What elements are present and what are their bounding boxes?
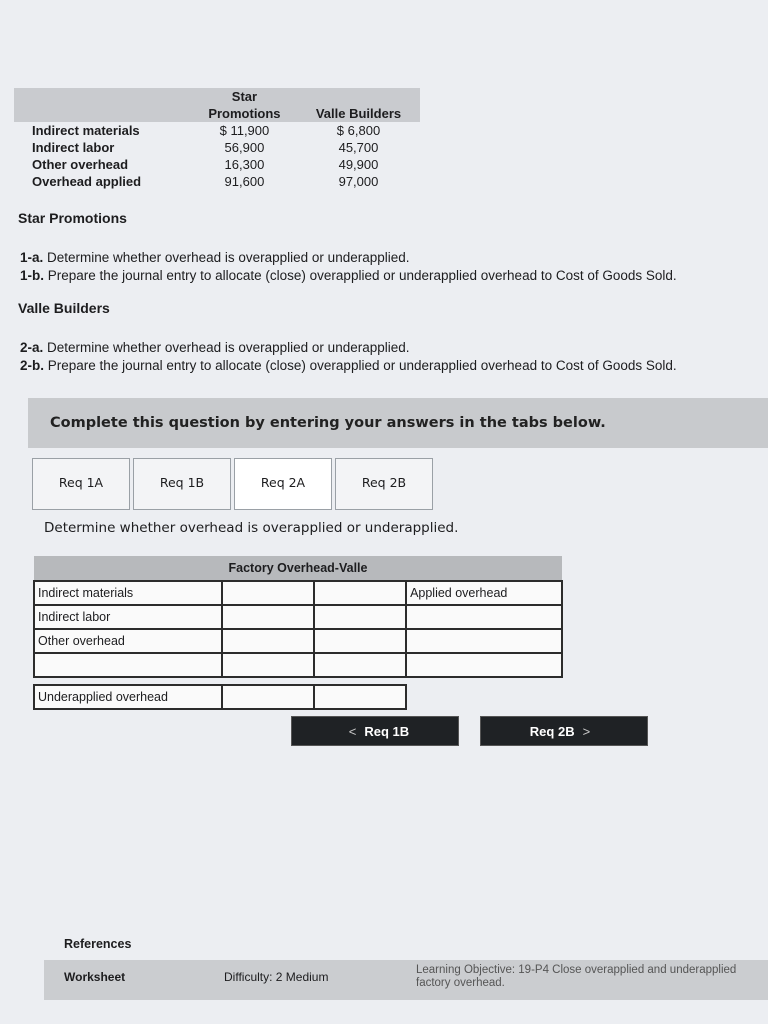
- t-account-row: [34, 653, 562, 677]
- question-number: 1-b.: [20, 268, 45, 283]
- question-2a: [20, 340, 410, 355]
- req-tabs: [32, 458, 436, 510]
- overhead-data-table: [14, 88, 420, 190]
- star-header-line2: Promotions: [208, 106, 281, 121]
- references-bar: [44, 960, 768, 1000]
- right-amount-input[interactable]: [314, 581, 406, 605]
- prev-req-button[interactable]: [291, 716, 459, 746]
- question-1a: [20, 250, 410, 265]
- row-label: Indirect materials: [32, 123, 140, 138]
- star-header-line1: Star: [231, 89, 258, 104]
- worksheet-link[interactable]: Worksheet: [64, 970, 126, 984]
- left-amount-input[interactable]: [222, 605, 314, 629]
- tab-instruction: Determine whether overhead is overapplied or underapplied.: [44, 520, 459, 536]
- next-label: Req 2B: [529, 723, 575, 739]
- question-text: Prepare the journal entry to allocate (close) overapplied or underapplied overhead to Cost of Goods Sold.: [47, 358, 677, 373]
- right-amount-input[interactable]: [314, 685, 406, 709]
- t-account-row: [34, 605, 562, 629]
- left-label-cell[interactable]: Underapplied overhead: [34, 685, 222, 709]
- valle-value: 45,700: [338, 140, 379, 155]
- left-amount-input[interactable]: [222, 629, 314, 653]
- right-label-cell[interactable]: Applied overhead: [406, 581, 562, 605]
- right-label-cell[interactable]: [406, 605, 562, 629]
- difficulty-label: Difficulty: 2 Medium: [224, 970, 329, 984]
- question-number: 2-a.: [20, 340, 44, 355]
- chevron-right-icon: >: [582, 723, 591, 739]
- star-value: 56,900: [224, 140, 265, 155]
- left-label-cell[interactable]: Indirect labor: [34, 605, 222, 629]
- empty-cell: [406, 685, 562, 709]
- left-amount-input[interactable]: [222, 685, 314, 709]
- tab-req-1a[interactable]: Req 1A: [32, 458, 130, 510]
- t-account-row: [34, 629, 562, 653]
- star-value: 16,300: [224, 157, 265, 172]
- blank-header: [14, 88, 192, 122]
- star-header: [192, 88, 297, 122]
- left-label-cell[interactable]: Indirect materials: [34, 581, 222, 605]
- banner-text: Complete this question by entering your answers in the tabs below.: [50, 415, 606, 431]
- t-account-row: [34, 685, 562, 709]
- right-amount-input[interactable]: [314, 605, 406, 629]
- right-amount-input[interactable]: [314, 653, 406, 677]
- valle-value: 97,000: [338, 174, 379, 189]
- question-text: Prepare the journal entry to allocate (close) overapplied or underapplied overhead to Cost of Goods Sold.: [47, 268, 677, 283]
- star-value: $ 11,900: [219, 123, 270, 138]
- right-amount-input[interactable]: [314, 629, 406, 653]
- question-text: Determine whether overhead is overapplied or underapplied.: [47, 340, 410, 355]
- star-promotions-title: Star Promotions: [18, 210, 127, 226]
- question-1b: [20, 268, 677, 283]
- right-label-cell[interactable]: [406, 653, 562, 677]
- instructions-banner: [28, 398, 768, 448]
- left-amount-input[interactable]: [222, 581, 314, 605]
- star-value: 91,600: [224, 174, 265, 189]
- table-row: [14, 156, 420, 173]
- row-label: Overhead applied: [32, 174, 142, 189]
- tab-req-2a[interactable]: Req 2A: [234, 458, 332, 510]
- valle-value: $ 6,800: [336, 123, 381, 138]
- row-label: Indirect labor: [32, 140, 115, 155]
- learning-objective: Learning Objective: 19-P4 Close overapplied and underapplied factory overhead.: [416, 964, 737, 989]
- table-row: [14, 139, 420, 156]
- left-label-cell[interactable]: Other overhead: [34, 629, 222, 653]
- question-text: Determine whether overhead is overapplied or underapplied.: [47, 250, 410, 265]
- left-amount-input[interactable]: [222, 653, 314, 677]
- row-label: Other overhead: [32, 157, 129, 172]
- left-label-cell[interactable]: [34, 653, 222, 677]
- question-2b: [20, 358, 677, 373]
- table-row: [14, 122, 420, 139]
- next-req-button[interactable]: [480, 716, 648, 746]
- question-number: 2-b.: [20, 358, 45, 373]
- chevron-left-icon: <: [348, 723, 357, 739]
- prev-label: Req 1B: [364, 723, 410, 739]
- question-number: 1-a.: [20, 250, 44, 265]
- valle-builders-title: Valle Builders: [18, 300, 110, 316]
- table-row: [14, 173, 420, 190]
- t-account-table: [33, 556, 563, 710]
- tab-req-2b[interactable]: Req 2B: [335, 458, 433, 510]
- right-label-cell[interactable]: [406, 629, 562, 653]
- tab-req-1b[interactable]: Req 1B: [133, 458, 231, 510]
- valle-header: Valle Builders: [297, 88, 420, 122]
- t-account-row: [34, 581, 562, 605]
- t-account-title: Factory Overhead-Valle: [34, 556, 562, 581]
- valle-value: 49,900: [338, 157, 379, 172]
- references-heading: References: [64, 937, 132, 951]
